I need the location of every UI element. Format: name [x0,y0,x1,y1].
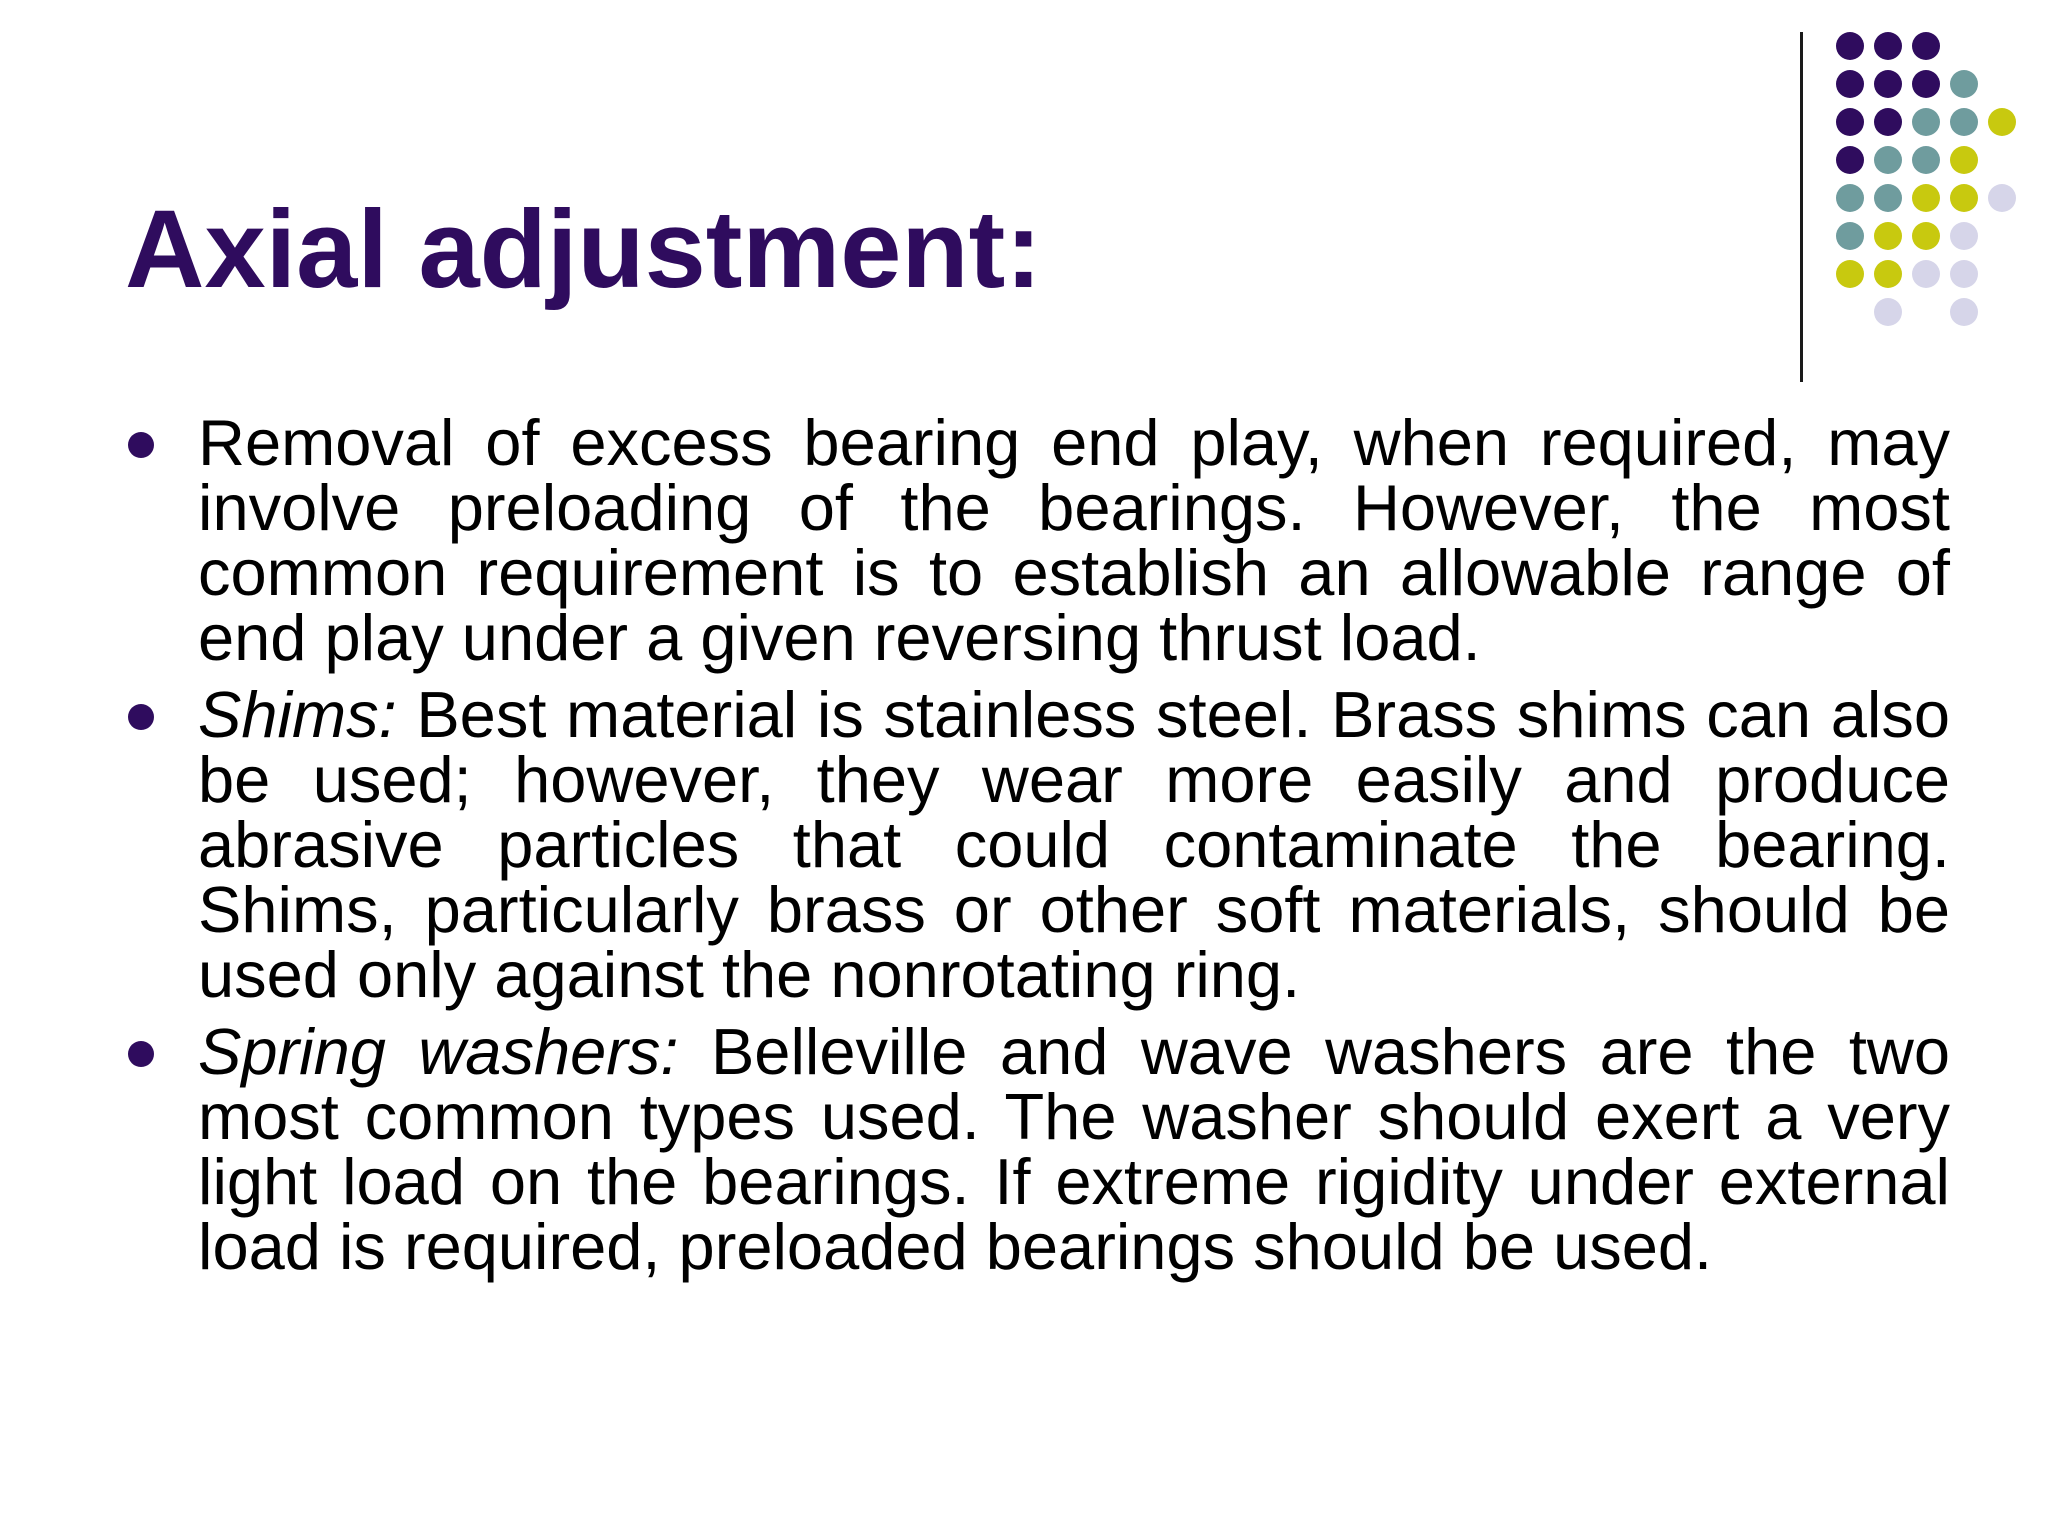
bullet-text [198,406,1950,674]
decor-dot [1874,146,1902,174]
decor-dot [1836,108,1864,136]
decor-dot [1836,260,1864,288]
decor-dot [1912,108,1940,136]
decor-dot [1912,260,1940,288]
bullet-lead: Spring washers: [198,1015,679,1088]
bullet-item [0,678,2048,1011]
decor-dot [1950,298,1978,326]
decor-dot [1836,32,1864,60]
bullet-list [0,406,2048,1291]
bullet-body: Belleville and wave washers are the two most common types used. The washer should exert a very light load on the bearings. If extreme rigidity under external load is required, preloaded bearings should be used. [198,1015,1950,1283]
bullet-item [0,406,2048,674]
decor-dot [1988,108,2016,136]
bullet-text [198,678,1950,1011]
decor-dot [1950,108,1978,136]
decor-dot [1874,298,1902,326]
decor-dot [1950,70,1978,98]
decor-dot [1874,260,1902,288]
decor-dot [1836,222,1864,250]
decor-dot [1912,70,1940,98]
decor-dot [1874,32,1902,60]
decor-dot [1874,222,1902,250]
decor-dot [1912,146,1940,174]
bullet-item [0,1015,2048,1283]
decor-dot [1950,260,1978,288]
decor-dot [1950,146,1978,174]
decor-dot [1950,184,1978,212]
decor-dot [1912,32,1940,60]
bullet-point-icon [128,704,154,730]
decor-dot [1874,108,1902,136]
title-divider-line [1800,32,1803,382]
decor-dot [1836,184,1864,212]
decor-dot [1836,146,1864,174]
bullet-point-icon [128,432,154,458]
decor-dot [1912,184,1940,212]
bullet-lead: Shims: [198,678,397,751]
slide-title: Axial adjustment: [125,188,1042,311]
decor-dot [1912,222,1940,250]
decor-dot [1988,184,2016,212]
bullet-body: Removal of excess bearing end play, when required, may involve preloading of the bearings. However, the most common requirement is to establish an allowable range of end play under a given reversing thrust load. [198,406,1950,674]
decor-dot [1836,70,1864,98]
bullet-point-icon [128,1041,154,1067]
decor-dot [1950,222,1978,250]
decor-dot [1874,184,1902,212]
bullet-body: Best material is stainless steel. Brass shims can also be used; however, they wear more easily and produce abrasive particles that could contaminate the bearing. Shims, particularly brass or other soft materials, should be used only against the nonrotating ring. [198,678,1950,1011]
bullet-text [198,1015,1950,1283]
decor-dot [1874,70,1902,98]
